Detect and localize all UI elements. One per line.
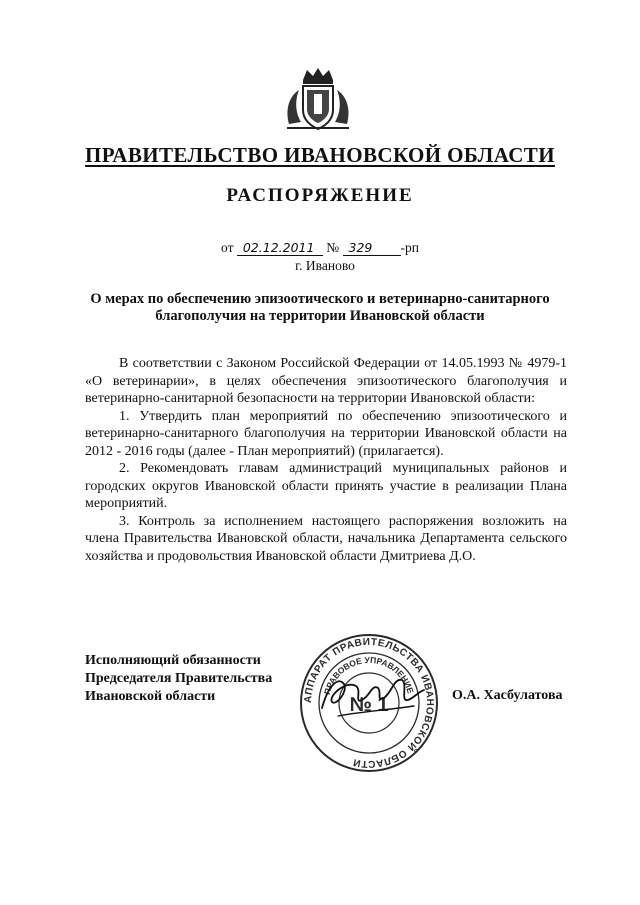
government-title: ПРАВИТЕЛЬСТВО ИВАНОВСКОЙ ОБЛАСТИ (85, 143, 555, 167)
date-number-line (0, 240, 640, 256)
document-subject (70, 291, 570, 325)
date-prefix: от (221, 240, 234, 255)
subject-line: благополучия на территории Ивановской области (155, 308, 485, 324)
document-type: РАСПОРЯЖЕНИЕ (226, 185, 414, 206)
subject-line: О мерах по обеспечению эпизоотического и ветеринарно-санитарного (90, 291, 550, 307)
stamp-number: № 1 (349, 694, 389, 716)
city: г. Иваново (295, 258, 355, 273)
signatory-name: О.А. Хасбулатова (452, 688, 563, 703)
document-number: 329 (343, 240, 401, 256)
document-date: 02.12.2011 (237, 240, 323, 256)
body-paragraph: 1. Утвердить план мероприятий по обеспечению эпизоотического и ветеринарно-санитарного благополучия на территории Ивановской области на 2012 - 2016 годы (далее - План мероприятий) (прилагается). (85, 408, 567, 459)
body-paragraph: 3. Контроль за исполнением настоящего распоряжения возложить на члена Правительства Ивановской области, начальника Департамента сельского хозяйства и продовольствия Ивановской области Дмитриева Д.О. (85, 513, 567, 564)
position-line: Председателя Правительства (85, 671, 273, 686)
document-body (85, 355, 567, 565)
number-suffix: -рп (400, 240, 419, 255)
stamp-outer-text: АППАРАТ ПРАВИТЕЛЬСТВА ИВАНОВСКОЙ ОБЛАСТИ (302, 636, 436, 770)
handwritten-signature (318, 662, 428, 726)
position-line: Исполняющий обязанности (85, 653, 261, 668)
body-paragraph: 2. Рекомендовать главам администраций муниципальных районов и городских округов Ивановской области принять участие в реализации Плана мероприятий. (85, 461, 567, 511)
number-prefix: № (326, 240, 340, 255)
ivanovo-coat-of-arms-icon (283, 66, 353, 132)
signatory-position (85, 652, 272, 706)
position-line: Ивановской области (85, 689, 216, 704)
stamp-inner-text: ПРАВОВОЕ УПРАВЛЕНИЕ (321, 654, 416, 696)
body-paragraph: В соответствии с Законом Российской Федерации от 14.05.1993 № 4979-1 «О ветеринарии», в целях обеспечения эпизоотического благополучия и ветеринарно-санитарной безопасности на территории Ивановской области: (85, 356, 567, 406)
